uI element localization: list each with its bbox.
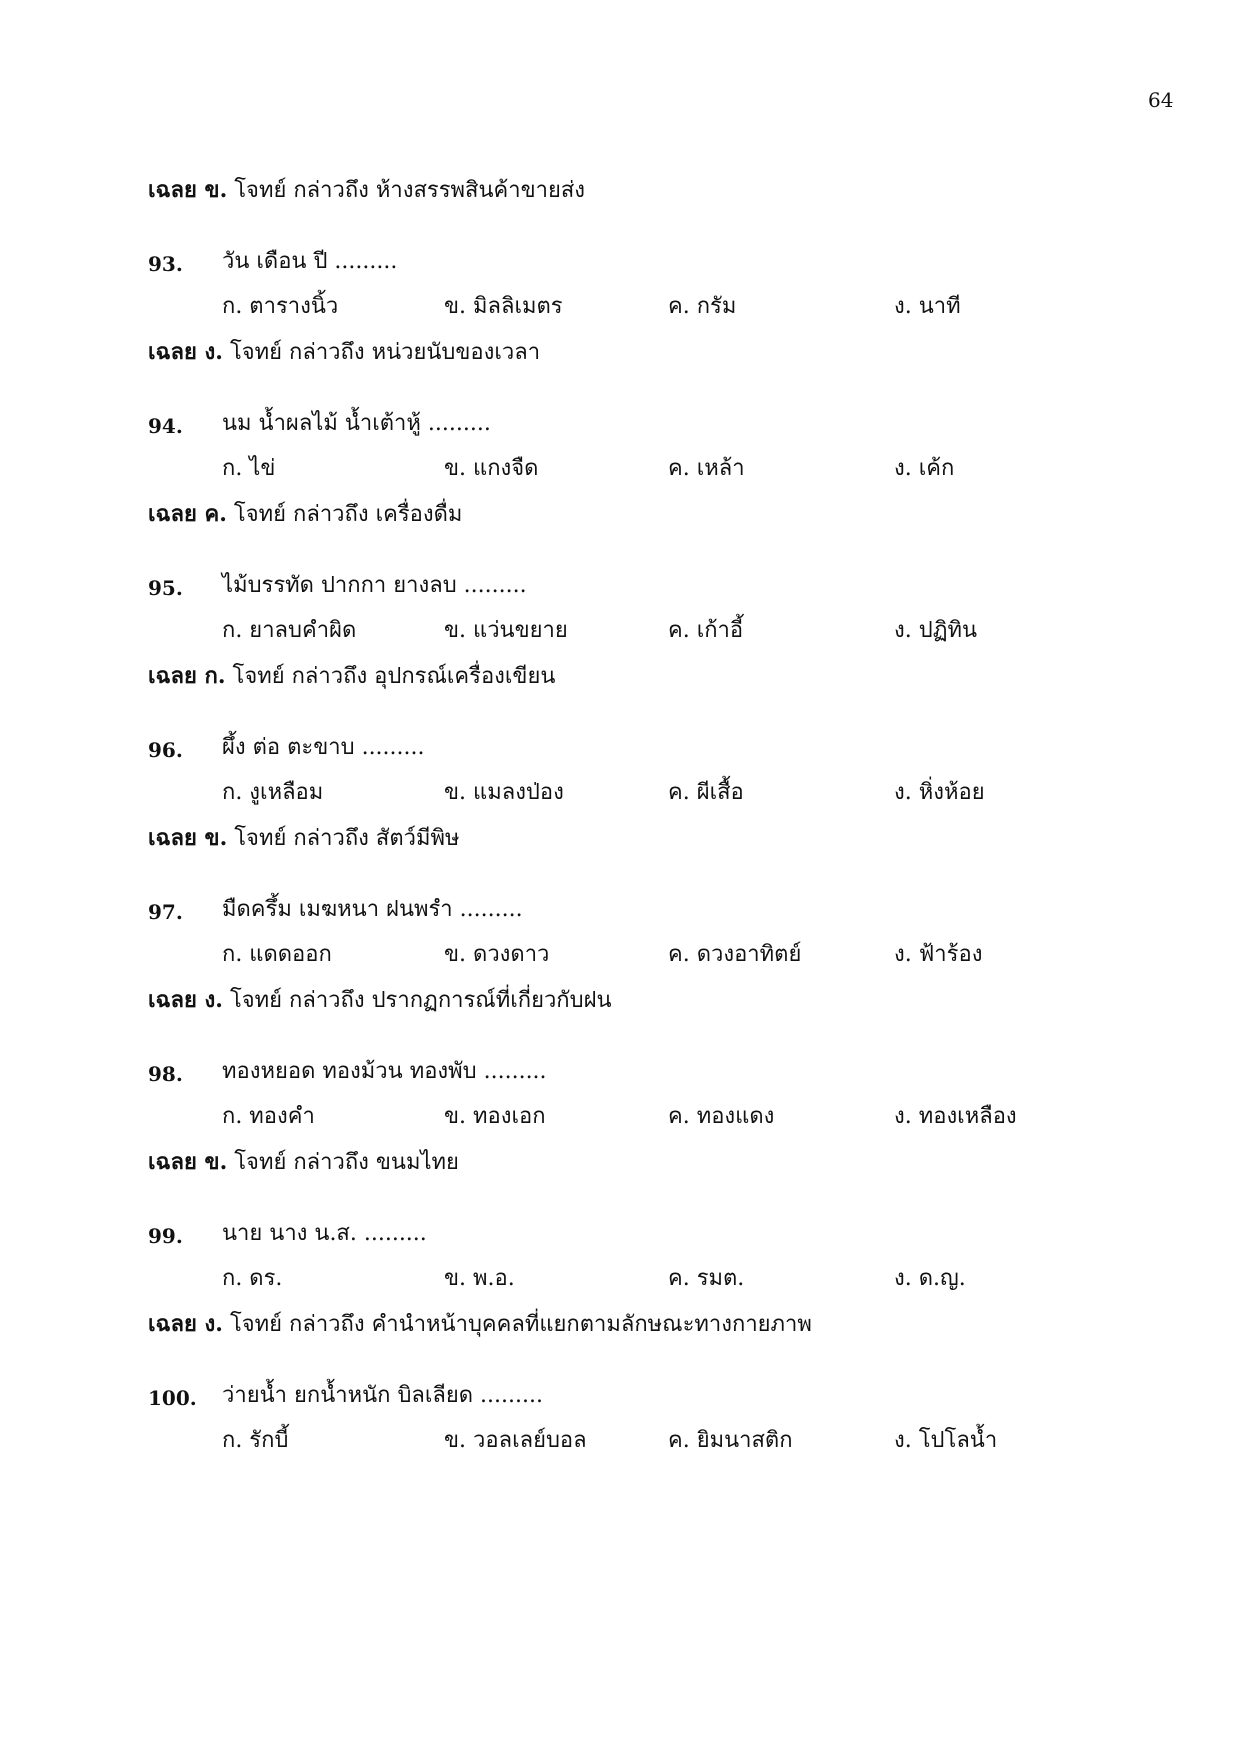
answer-text: โจทย์ กล่าวถึง ห้างสรรพสินค้าขายส่ง xyxy=(234,178,586,203)
choice-option: ค. ยิมนาสติก xyxy=(668,1428,793,1453)
answer-label: เฉลย ข. xyxy=(148,1149,228,1175)
answer-text: โจทย์ กล่าวถึง คำนำหน้าบุคคลที่แยกตามลักษณะทางกายภาพ xyxy=(229,1312,812,1337)
question-prompt: มืดครึ้ม เมฆหนา ฝนพรำ ......... xyxy=(222,897,523,922)
question-number: 97. xyxy=(148,900,183,924)
choice-option: ง. เค้ก xyxy=(894,456,955,481)
answer-text: โจทย์ กล่าวถึง อุปกรณ์เครื่องเขียน xyxy=(232,664,556,689)
choice-option: ข. ดวงดาว xyxy=(444,942,550,967)
question-number: 100. xyxy=(148,1386,197,1410)
question-number: 99. xyxy=(148,1224,183,1248)
question-prompt: วัน เดือน ปี ......... xyxy=(222,249,398,274)
choice-option: ง. ด.ญ. xyxy=(894,1266,966,1291)
question-number: 94. xyxy=(148,414,183,438)
choice-option: ข. พ.อ. xyxy=(444,1266,515,1291)
choice-option: ข. แว่นขยาย xyxy=(444,618,568,643)
choice-option: ค. ดวงอาทิตย์ xyxy=(668,942,802,967)
answer-label: เฉลย ก. xyxy=(148,663,226,689)
question-prompt: นม น้ำผลไม้ น้ำเต้าหู้ ......... xyxy=(222,411,491,436)
answer-line xyxy=(148,986,612,1015)
choice-option: ง. หิ่งห้อย xyxy=(894,780,985,805)
choice-option: ง. โปโลน้ำ xyxy=(894,1428,998,1453)
answer-text: โจทย์ กล่าวถึง ปรากฏการณ์ที่เกี่ยวกับฝน xyxy=(229,988,612,1013)
choice-option: ข. ทองเอก xyxy=(444,1104,546,1129)
answer-label: เฉลย ค. xyxy=(148,501,227,527)
question-number: 96. xyxy=(148,738,183,762)
answer-line xyxy=(148,1310,812,1339)
question-prompt: ทองหยอด ทองม้วน ทองพับ ......... xyxy=(222,1059,547,1084)
answer-text: โจทย์ กล่าวถึง สัตว์มีพิษ xyxy=(234,826,460,851)
answer-label: เฉลย ข. xyxy=(148,825,228,851)
answer-label: เฉลย ข. xyxy=(148,177,228,203)
question-number: 98. xyxy=(148,1062,183,1086)
choice-option: ก. ตารางนิ้ว xyxy=(222,294,339,319)
choice-option: ข. มิลลิเมตร xyxy=(444,294,563,319)
answer-line xyxy=(148,1148,459,1177)
choice-option: ค. ทองแดง xyxy=(668,1104,775,1129)
choice-option: ง. ทองเหลือง xyxy=(894,1104,1017,1129)
choice-option: ข. แมลงป่อง xyxy=(444,780,564,805)
question-number: 93. xyxy=(148,252,183,276)
question-prompt: ว่ายน้ำ ยกน้ำหนัก บิลเลียด ......... xyxy=(222,1383,543,1408)
answer-text: โจทย์ กล่าวถึง เครื่องดื่ม xyxy=(233,502,463,527)
choice-option: ค. เหล้า xyxy=(668,456,745,481)
answer-label: เฉลย ง. xyxy=(148,987,223,1013)
answer-line xyxy=(148,824,459,853)
choice-option: ข. แกงจืด xyxy=(444,456,539,481)
question-prompt: ไม้บรรทัด ปากกา ยางลบ ......... xyxy=(222,573,527,598)
choice-option: ค. ผีเสื้อ xyxy=(668,780,744,805)
choice-option: ค. เก้าอี้ xyxy=(668,618,744,643)
answer-line xyxy=(148,662,555,691)
choice-option: ค. กรัม xyxy=(668,294,737,319)
choice-option: ค. รมต. xyxy=(668,1266,745,1291)
question-prompt: นาย นาง น.ส. ......... xyxy=(222,1221,427,1246)
choice-option: ก. แดดออก xyxy=(222,942,332,967)
intro-answer xyxy=(148,176,585,205)
choice-option: ง. ฟ้าร้อง xyxy=(894,942,983,967)
answer-label: เฉลย ง. xyxy=(148,1311,223,1337)
answer-text: โจทย์ กล่าวถึง ขนมไทย xyxy=(234,1150,459,1175)
answer-text: โจทย์ กล่าวถึง หน่วยนับของเวลา xyxy=(229,340,541,365)
page-number: 64 xyxy=(1148,88,1174,112)
choice-option: ก. ยาลบคำผิด xyxy=(222,618,357,643)
answer-line xyxy=(148,338,540,367)
question-prompt: ผึ้ง ต่อ ตะขาบ ......... xyxy=(222,735,425,760)
choice-option: ง. นาที xyxy=(894,294,961,319)
choice-option: ก. ดร. xyxy=(222,1266,283,1291)
question-number: 95. xyxy=(148,576,183,600)
answer-line xyxy=(148,500,462,529)
choice-option: ก. ทองคำ xyxy=(222,1104,315,1129)
choice-option: ง. ปฏิทิน xyxy=(894,618,978,643)
choice-option: ก. งูเหลือม xyxy=(222,780,324,805)
choice-option: ก. ไข่ xyxy=(222,456,276,481)
answer-label: เฉลย ง. xyxy=(148,339,223,365)
choice-option: ก. รักบี้ xyxy=(222,1428,289,1453)
choice-option: ข. วอลเลย์บอล xyxy=(444,1428,587,1453)
